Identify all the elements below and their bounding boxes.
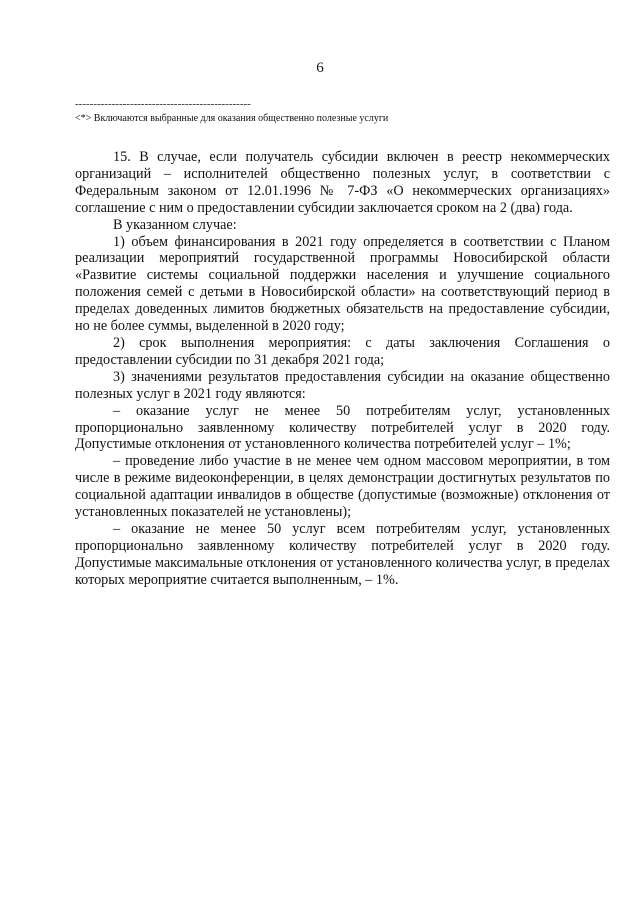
page-number: 6 bbox=[316, 60, 324, 76]
footnote-text: <*> Включаются выбранные для оказания общественно полезные услуги bbox=[75, 113, 389, 124]
footnote bbox=[75, 98, 605, 126]
paragraph-result-services: – оказание услуг не менее 50 потребителям услуг, установленных пропорционально заявленному количеству потребителей услуг в 2020 году. Допустимые отклонения от установленного количества потребителей услуг – 1%; bbox=[75, 402, 610, 453]
paragraph-item-2-deadline: 2) срок выполнения мероприятия: с даты заключения Соглашения о предоставлении субсидии по 31 декабря 2021 года; bbox=[75, 334, 610, 368]
paragraph-clause-15: 15. В случае, если получатель субсидии включен в реестр некоммерческих организаций – исполнителей общественно полезных услуг, в соответствии с Федеральным законом от 12.01.1996 № 7-ФЗ «О некоммерческих организациях» соглашение с ним о предоставлении субсидии заключается сроком на 2 (два) года. bbox=[75, 149, 610, 216]
footnote-separator: ------------------------------------------------ bbox=[75, 98, 251, 110]
paragraph-item-1-funding: 1) объем финансирования в 2021 году определяется в соответствии с Планом реализации мероприятий государственной программы Новосибирской области «Развитие системы социальной поддержки населения и улучшение социального положения семей с детьми в Новосибирской области» на соответствующий период в пределах доведенных лимитов бюджетных обязательств на предоставление субсидии, но не более суммы, выделенной в 2020 году; bbox=[75, 233, 610, 335]
paragraph-result-service-count: – оказание не менее 50 услуг всем потребителям услуг, установленных пропорционально заявленному количеству потребителей услуг в 2020 году. Допустимые максимальные отклонения от установленного количества услуг, в пределах которых мероприятие считается выполненным, – 1%. bbox=[75, 520, 610, 588]
document-body bbox=[75, 149, 610, 589]
paragraph-in-this-case: В указанном случае: bbox=[113, 216, 237, 233]
paragraph-item-3-results: 3) значениями результатов предоставления субсидии на оказание общественно полезных услуг в 2021 году являются: bbox=[75, 368, 610, 402]
paragraph-result-event: – проведение либо участие в не менее чем одном массовом мероприятии, в том числе в режиме видеоконференции, в целях демонстрации достигнутых результатов по социальной адаптации инвалидов в обществе (допустимые (возможные) отклонения от установленных показателей не установлены); bbox=[75, 453, 610, 521]
